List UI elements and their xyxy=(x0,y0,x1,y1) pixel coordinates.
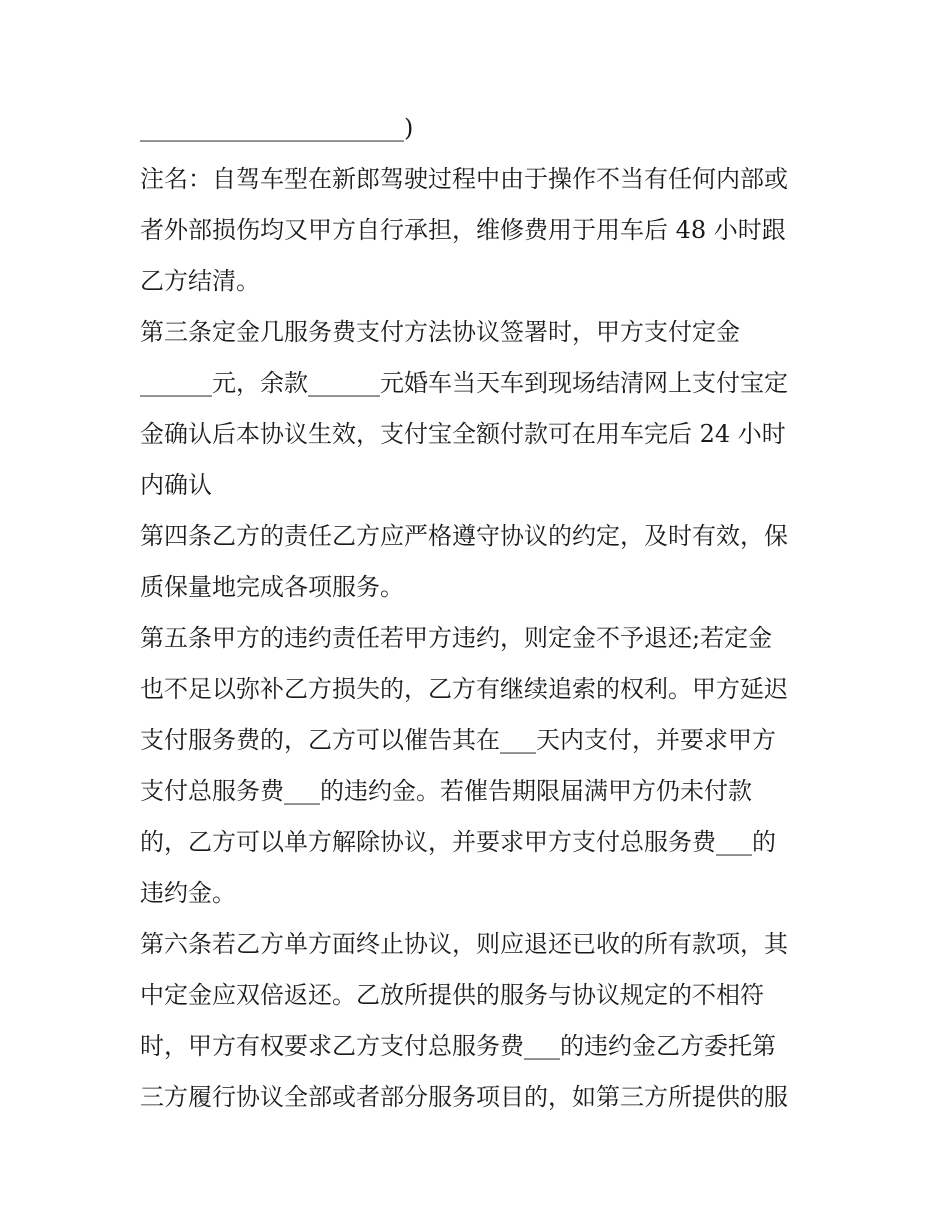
text-line: 三方履行协议全部或者部分服务项目的，如第三方所提供的服 xyxy=(140,1083,788,1111)
text-line: 第六条若乙方单方面终止协议，则应退还已收的所有款项，其 xyxy=(140,930,788,958)
text-line: 支付服务费的，乙方可以催告其在___天内支付，并要求甲方 xyxy=(140,726,776,754)
text-line: ______________________) xyxy=(140,114,414,142)
document-body xyxy=(140,103,820,1123)
text-line: 第五条甲方的违约责任若甲方违约，则定金不予退还;若定金 xyxy=(140,624,773,652)
text-line: 第四条乙方的责任乙方应严格遵守协议的约定，及时有效，保 xyxy=(140,522,788,550)
text-line: 中定金应双倍返还。乙放所提供的服务与协议规定的不相符 xyxy=(140,981,764,1009)
text-line: 者外部损伤均又甲方自行承担，维修费用于用车后 48 小时跟 xyxy=(140,216,786,244)
text-line: 质保量地完成各项服务。 xyxy=(140,573,404,601)
text-line: 支付总服务费___的违约金。若催告期限届满甲方仍未付款 xyxy=(140,777,752,805)
text-line: 第三条定金几服务费支付方法协议签署时，甲方支付定金 xyxy=(140,318,740,346)
text-line: 金确认后本协议生效，支付宝全额付款可在用车完后 24 小时 xyxy=(140,420,786,448)
text-line: 注名：自驾车型在新郎驾驶过程中由于操作不当有任何内部或 xyxy=(140,165,788,193)
text-line: 内确认 xyxy=(140,471,212,499)
text-line: 时，甲方有权要求乙方支付总服务费___的违约金乙方委托第 xyxy=(140,1032,776,1060)
text-line: 违约金。 xyxy=(140,879,236,907)
text-line: 的，乙方可以单方解除协议，并要求甲方支付总服务费___的 xyxy=(140,828,776,856)
text-line: ______元，余款______元婚车当天车到现场结清网上支付宝定 xyxy=(140,369,788,397)
text-line: 乙方结清。 xyxy=(140,267,260,295)
text-line: 也不足以弥补乙方损失的，乙方有继续追索的权利。甲方延迟 xyxy=(140,675,788,703)
